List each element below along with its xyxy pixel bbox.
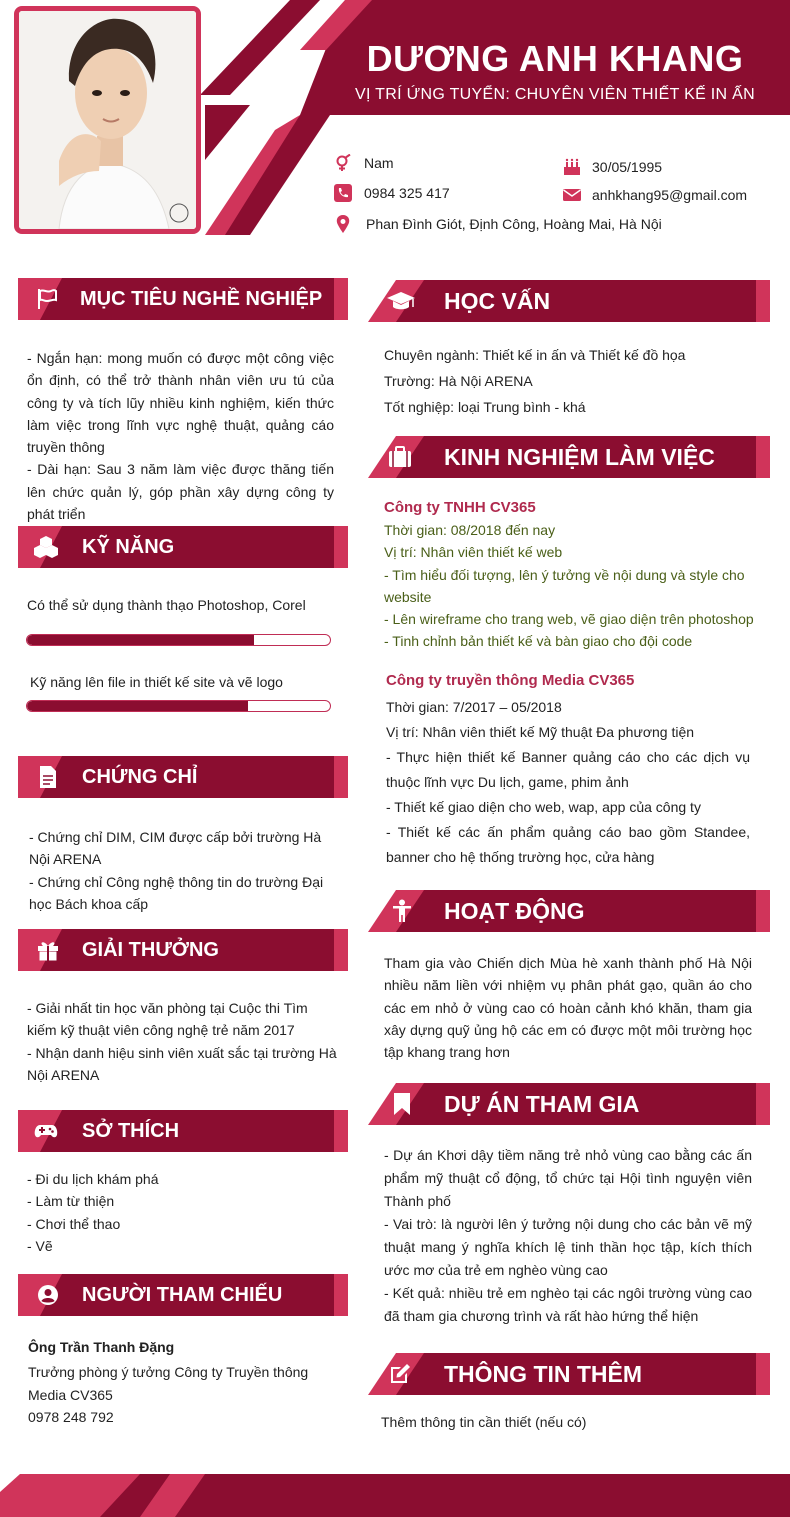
certificate-line: - Chứng chỉ Công nghệ thông tin do trường Đại học Bách khoa cấp bbox=[29, 873, 324, 912]
education-line: Tốt nghiệp: loại Trung bình - khá bbox=[384, 399, 586, 415]
skill-bar-fill bbox=[27, 701, 248, 711]
section-title: HỌC VẤN bbox=[444, 288, 551, 314]
section-title: MỤC TIÊU NGHỀ NGHIỆP bbox=[80, 288, 323, 310]
skill-bar-fill bbox=[27, 635, 254, 645]
section-certificates-header bbox=[18, 756, 348, 798]
section-title: THÔNG TIN THÊM bbox=[444, 1361, 643, 1387]
section-more-info-header bbox=[368, 1353, 770, 1395]
address-value: Phan Đình Giót, Định Công, Hoàng Mai, Hà Nội bbox=[366, 216, 662, 232]
section-activities-header bbox=[368, 890, 770, 932]
birthday-field bbox=[563, 158, 662, 176]
hobby-item: - Làm từ thiện bbox=[27, 1193, 115, 1210]
job-role: Vị trí: Nhân viên thiết kế Mỹ thuật Đa phương tiện bbox=[386, 724, 695, 740]
education-line: Chuyên ngành: Thiết kế in ấn và Thiết kế đồ họa bbox=[384, 347, 686, 363]
skill-bar bbox=[26, 634, 331, 646]
section-title: HOẠT ĐỘNG bbox=[444, 898, 585, 924]
edit-icon bbox=[388, 1362, 412, 1386]
section-references-header bbox=[18, 1274, 348, 1316]
job-time: Thời gian: 08/2018 đến nay bbox=[384, 522, 556, 538]
references-text bbox=[28, 1336, 328, 1428]
flag-icon bbox=[35, 287, 59, 311]
section-title: KINH NGHIỆM LÀM VIỆC bbox=[444, 444, 715, 470]
gender-field bbox=[334, 154, 394, 172]
hobby-item: - Chơi thể thao bbox=[27, 1215, 121, 1232]
section-title: NGƯỜI THAM CHIẾU bbox=[82, 1284, 283, 1306]
job-task: - Thiết kế giao diện cho web, wap, app của công ty bbox=[386, 799, 701, 815]
phone-icon bbox=[334, 184, 352, 202]
gift-icon bbox=[36, 938, 60, 962]
projects-text bbox=[384, 1144, 752, 1328]
phone-value: 0984 325 417 bbox=[364, 185, 450, 201]
section-title: SỞ THÍCH bbox=[82, 1120, 180, 1142]
section-experience-header bbox=[368, 436, 770, 478]
email-value: anhkhang95@gmail.com bbox=[592, 187, 748, 203]
reference-name: Ông Trần Thanh Đặng bbox=[28, 1339, 175, 1355]
objective-text bbox=[27, 347, 334, 525]
envelope-icon bbox=[563, 186, 581, 204]
bookmark-icon bbox=[390, 1092, 414, 1116]
section-title: DỰ ÁN THAM GIA bbox=[444, 1091, 640, 1117]
gender-value: Nam bbox=[364, 155, 394, 171]
section-hobbies-header bbox=[18, 1110, 348, 1152]
reference-line: 0978 248 792 bbox=[28, 1408, 114, 1425]
person-icon bbox=[390, 899, 414, 923]
job-task: - Lên wireframe cho trang web, vẽ giao diện trên photoshop bbox=[384, 611, 754, 628]
project-line: - Kết quả: nhiều trẻ em nghèo tại các ngôi trường vùng cao đã tham gia chương trình và rất hào hứng thể hiện bbox=[384, 1285, 752, 1324]
objective-line: - Dài hạn: Sau 3 năm làm việc được thăng tiến lên chức quản lý, góp phần xây dựng công ty phát triển bbox=[27, 461, 334, 523]
job-task: - Thiết kế các ấn phẩm quảng cáo bao gồm Standee, banner cho hệ thống trường học, cửa hàng bbox=[386, 824, 750, 865]
address-field bbox=[334, 215, 662, 233]
job-task: - Tinh chỉnh bản thiết kế và bàn giao cho đội code bbox=[384, 633, 693, 650]
section-objective-header bbox=[18, 278, 348, 320]
location-pin-icon bbox=[334, 215, 352, 233]
section-skills-header bbox=[18, 526, 348, 568]
job-time: Thời gian: 7/2017 – 05/2018 bbox=[386, 699, 562, 715]
user-circle-icon bbox=[36, 1283, 60, 1307]
job-task: - Tìm hiểu đối tượng, lên ý tưởng về nội dung và style cho website bbox=[384, 566, 745, 605]
award-line: - Giải nhất tin học văn phòng tại Cuộc thi Tìm kiếm kỹ thuật viên công nghệ trẻ năm 2017 bbox=[27, 1000, 308, 1039]
education-line: Trường: Hà Nội ARENA bbox=[384, 373, 533, 389]
skill-bar bbox=[26, 700, 331, 712]
certificate-line: - Chứng chỉ DIM, CIM được cấp bởi trường Hà Nội ARENA bbox=[29, 829, 322, 868]
job-details bbox=[384, 519, 762, 653]
job-company: Công ty TNHH CV365 bbox=[384, 499, 536, 516]
phone-field bbox=[334, 184, 450, 202]
job-company: Công ty truyền thông Media CV365 bbox=[386, 672, 635, 689]
section-title: CHỨNG CHỈ bbox=[82, 766, 198, 788]
section-education-header bbox=[368, 280, 770, 322]
birthday-value: 30/05/1995 bbox=[592, 159, 663, 175]
reference-line: Trưởng phòng ý tưởng Công ty Truyền thông Media CV365 bbox=[28, 1364, 309, 1403]
gender-icon bbox=[334, 154, 352, 172]
hobbies-list bbox=[27, 1168, 337, 1257]
graduation-cap-icon bbox=[386, 289, 416, 313]
footer-decoration bbox=[0, 1474, 790, 1517]
hobby-item: - Đi du lịch khám phá bbox=[27, 1171, 159, 1187]
section-projects-header bbox=[368, 1083, 770, 1125]
cubes-icon bbox=[34, 535, 58, 559]
more-info-text: Thêm thông tin cần thiết (nếu có) bbox=[381, 1414, 587, 1430]
certificates-text bbox=[29, 826, 339, 915]
briefcase-icon bbox=[388, 445, 412, 469]
skill-name: Kỹ năng lên file in thiết kế site và vẽ logo bbox=[30, 674, 283, 690]
education-text bbox=[384, 342, 764, 420]
section-awards-header bbox=[18, 929, 348, 971]
profile-photo bbox=[14, 6, 201, 234]
file-icon bbox=[36, 765, 60, 789]
birthday-cake-icon bbox=[563, 158, 581, 176]
applied-position: VỊ TRÍ ỨNG TUYỂN: CHUYÊN VIÊN THIẾT KẾ IN ẤN bbox=[355, 86, 755, 103]
skill-name: Có thể sử dụng thành thạo Photoshop, Corel bbox=[27, 597, 306, 613]
objective-line: - Ngắn hạn: mong muốn có được một công việc ổn định, có thể trở thành nhân viên ưu tú của công ty và tích lũy nhiều kinh nghiệm, kiến thức làm việc trong lĩnh vực nghệ thuật, quảng cáo truyền thông bbox=[27, 350, 334, 456]
job-details bbox=[386, 695, 750, 870]
gamepad-icon bbox=[34, 1119, 58, 1143]
email-field bbox=[563, 186, 747, 204]
project-line: - Dự án Khơi dậy tiềm năng trẻ nhỏ vùng cao bằng các ấn phẩm mỹ thuật cổ động, tổ chức tại Hội tình nguyện viên Thành phố bbox=[384, 1147, 752, 1209]
project-line: - Vai trò: là người lên ý tưởng nội dung cho các bản vẽ mỹ thuật mang ý nghĩa khích lệ tinh thần học tập, kích thích ước mơ của trẻ em nghèo vùng cao bbox=[384, 1216, 752, 1278]
award-line: - Nhận danh hiệu sinh viên xuất sắc tại trường Hà Nội ARENA bbox=[27, 1044, 337, 1083]
candidate-name: DƯƠNG ANH KHANG bbox=[366, 38, 744, 79]
hobby-item: - Vẽ bbox=[27, 1237, 53, 1254]
section-title: KỸ NĂNG bbox=[82, 536, 175, 558]
job-role: Vị trí: Nhân viên thiết kế web bbox=[384, 544, 563, 561]
awards-text bbox=[27, 997, 337, 1086]
section-title: GIẢI THƯỞNG bbox=[82, 939, 219, 961]
job-task: - Thực hiện thiết kế Banner quảng cáo cho các dịch vụ thuộc lĩnh vực Du lịch, game, phim ảnh bbox=[386, 749, 750, 790]
activities-text: Tham gia vào Chiến dịch Mùa hè xanh thành phố Hà Nội nhiều năm liền với nhiệm vụ phân phát gạo, quần áo cho các em nhỏ ở vùng cao có hoàn cảnh khó khăn, tham gia xây dựng quỹ ủng hộ các em có được một môi trường học tập khang trang hơn bbox=[384, 955, 752, 1061]
